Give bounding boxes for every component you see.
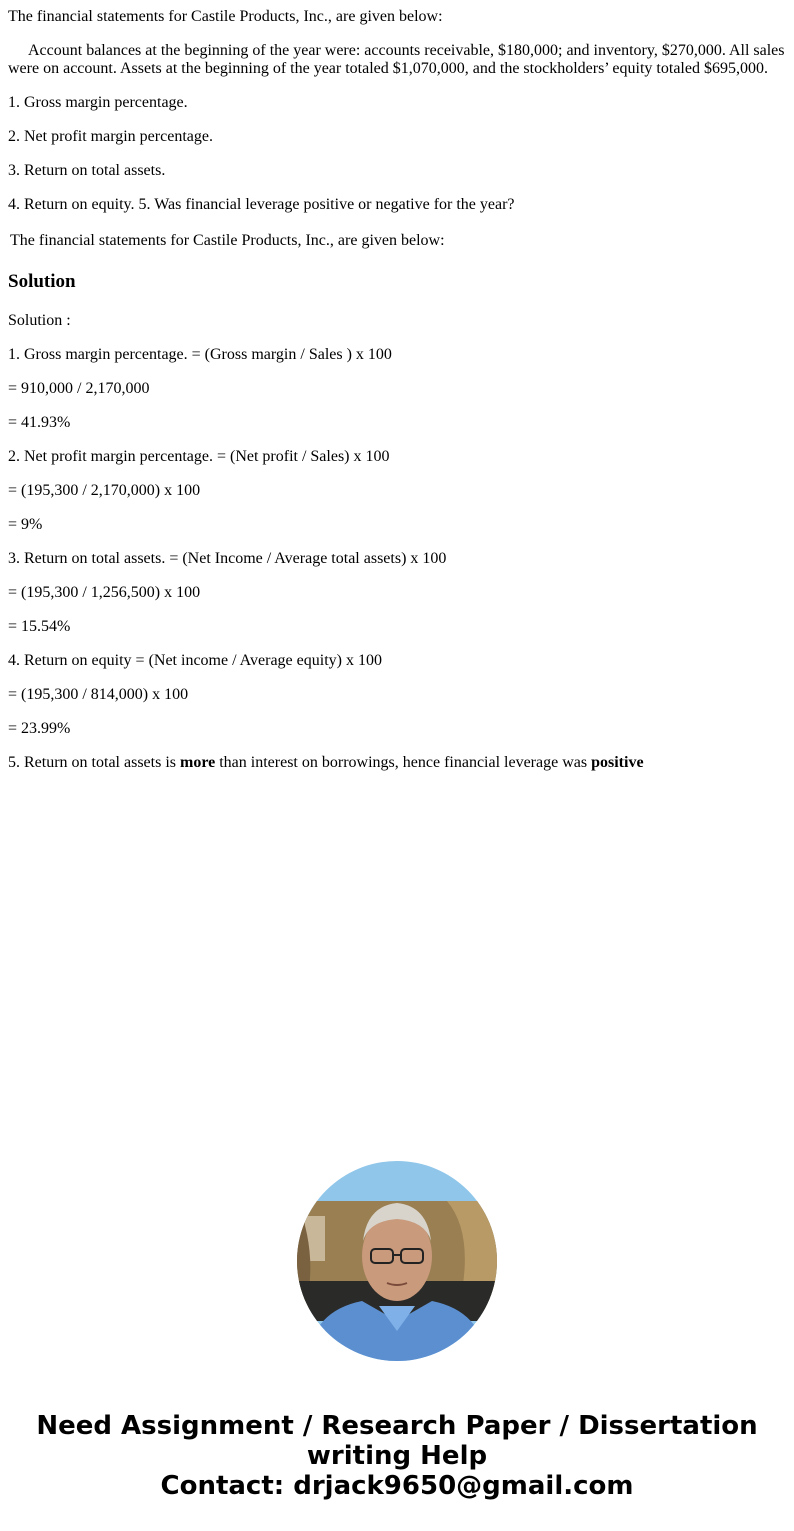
author-avatar <box>297 1161 497 1361</box>
promo-contact: Contact: drjack9650@gmail.com <box>160 1471 634 1501</box>
question-item-2: 2. Net profit margin percentage. <box>8 128 213 145</box>
question-item-3: 3. Return on total assets. <box>8 162 166 179</box>
solution-line: = (195,300 / 1,256,500) x 100 <box>8 584 201 601</box>
solution-line: = 9% <box>8 516 43 533</box>
solution-line: = 910,000 / 2,170,000 <box>8 380 150 397</box>
conclusion-emphasis: positive <box>591 754 644 771</box>
question-intro-repeat: The financial statements for Castile Products, Inc., are given below: <box>10 232 445 249</box>
promo-line: Need Assignment / Research Paper / Dissertation <box>36 1411 758 1441</box>
solution-line: = 15.54% <box>8 618 71 635</box>
question-item-1: 1. Gross margin percentage. <box>8 94 188 111</box>
document-body <box>0 8 794 772</box>
promo-line: writing Help <box>306 1441 488 1471</box>
author-photo <box>297 1161 497 1361</box>
solution-line: = 41.93% <box>8 414 71 431</box>
solution-label: Solution : <box>8 312 71 329</box>
solution-line: = (195,300 / 2,170,000) x 100 <box>8 482 201 499</box>
solution-line: 1. Gross margin percentage. = (Gross margin / Sales ) x 100 <box>8 346 392 363</box>
question-details: Account balances at the beginning of the year were: accounts receivable, $180,000; and inventory, $270,000. All sales were on account. Assets at the beginning of the year totaled $1,070,000, and the stockholders’ equity totaled $695,000. <box>8 42 785 77</box>
solution-line: = 23.99% <box>8 720 71 737</box>
solution-conclusion <box>8 754 786 772</box>
promo-banner <box>0 1411 794 1501</box>
solution-line: 4. Return on equity = (Net income / Average equity) x 100 <box>8 652 382 669</box>
question-intro: The financial statements for Castile Products, Inc., are given below: <box>8 8 443 25</box>
conclusion-text: 5. Return on total assets is <box>8 754 180 771</box>
solution-line: 2. Net profit margin percentage. = (Net profit / Sales) x 100 <box>8 448 390 465</box>
conclusion-emphasis: more <box>179 754 216 771</box>
solution-line: 3. Return on total assets. = (Net Income / Average total assets) x 100 <box>8 550 447 567</box>
solution-line: = (195,300 / 814,000) x 100 <box>8 686 189 703</box>
solution-heading: Solution <box>8 271 76 292</box>
question-item-4: 4. Return on equity. 5. Was financial leverage positive or negative for the year? <box>8 196 515 213</box>
conclusion-text: than interest on borrowings, hence financial leverage was <box>215 754 592 771</box>
